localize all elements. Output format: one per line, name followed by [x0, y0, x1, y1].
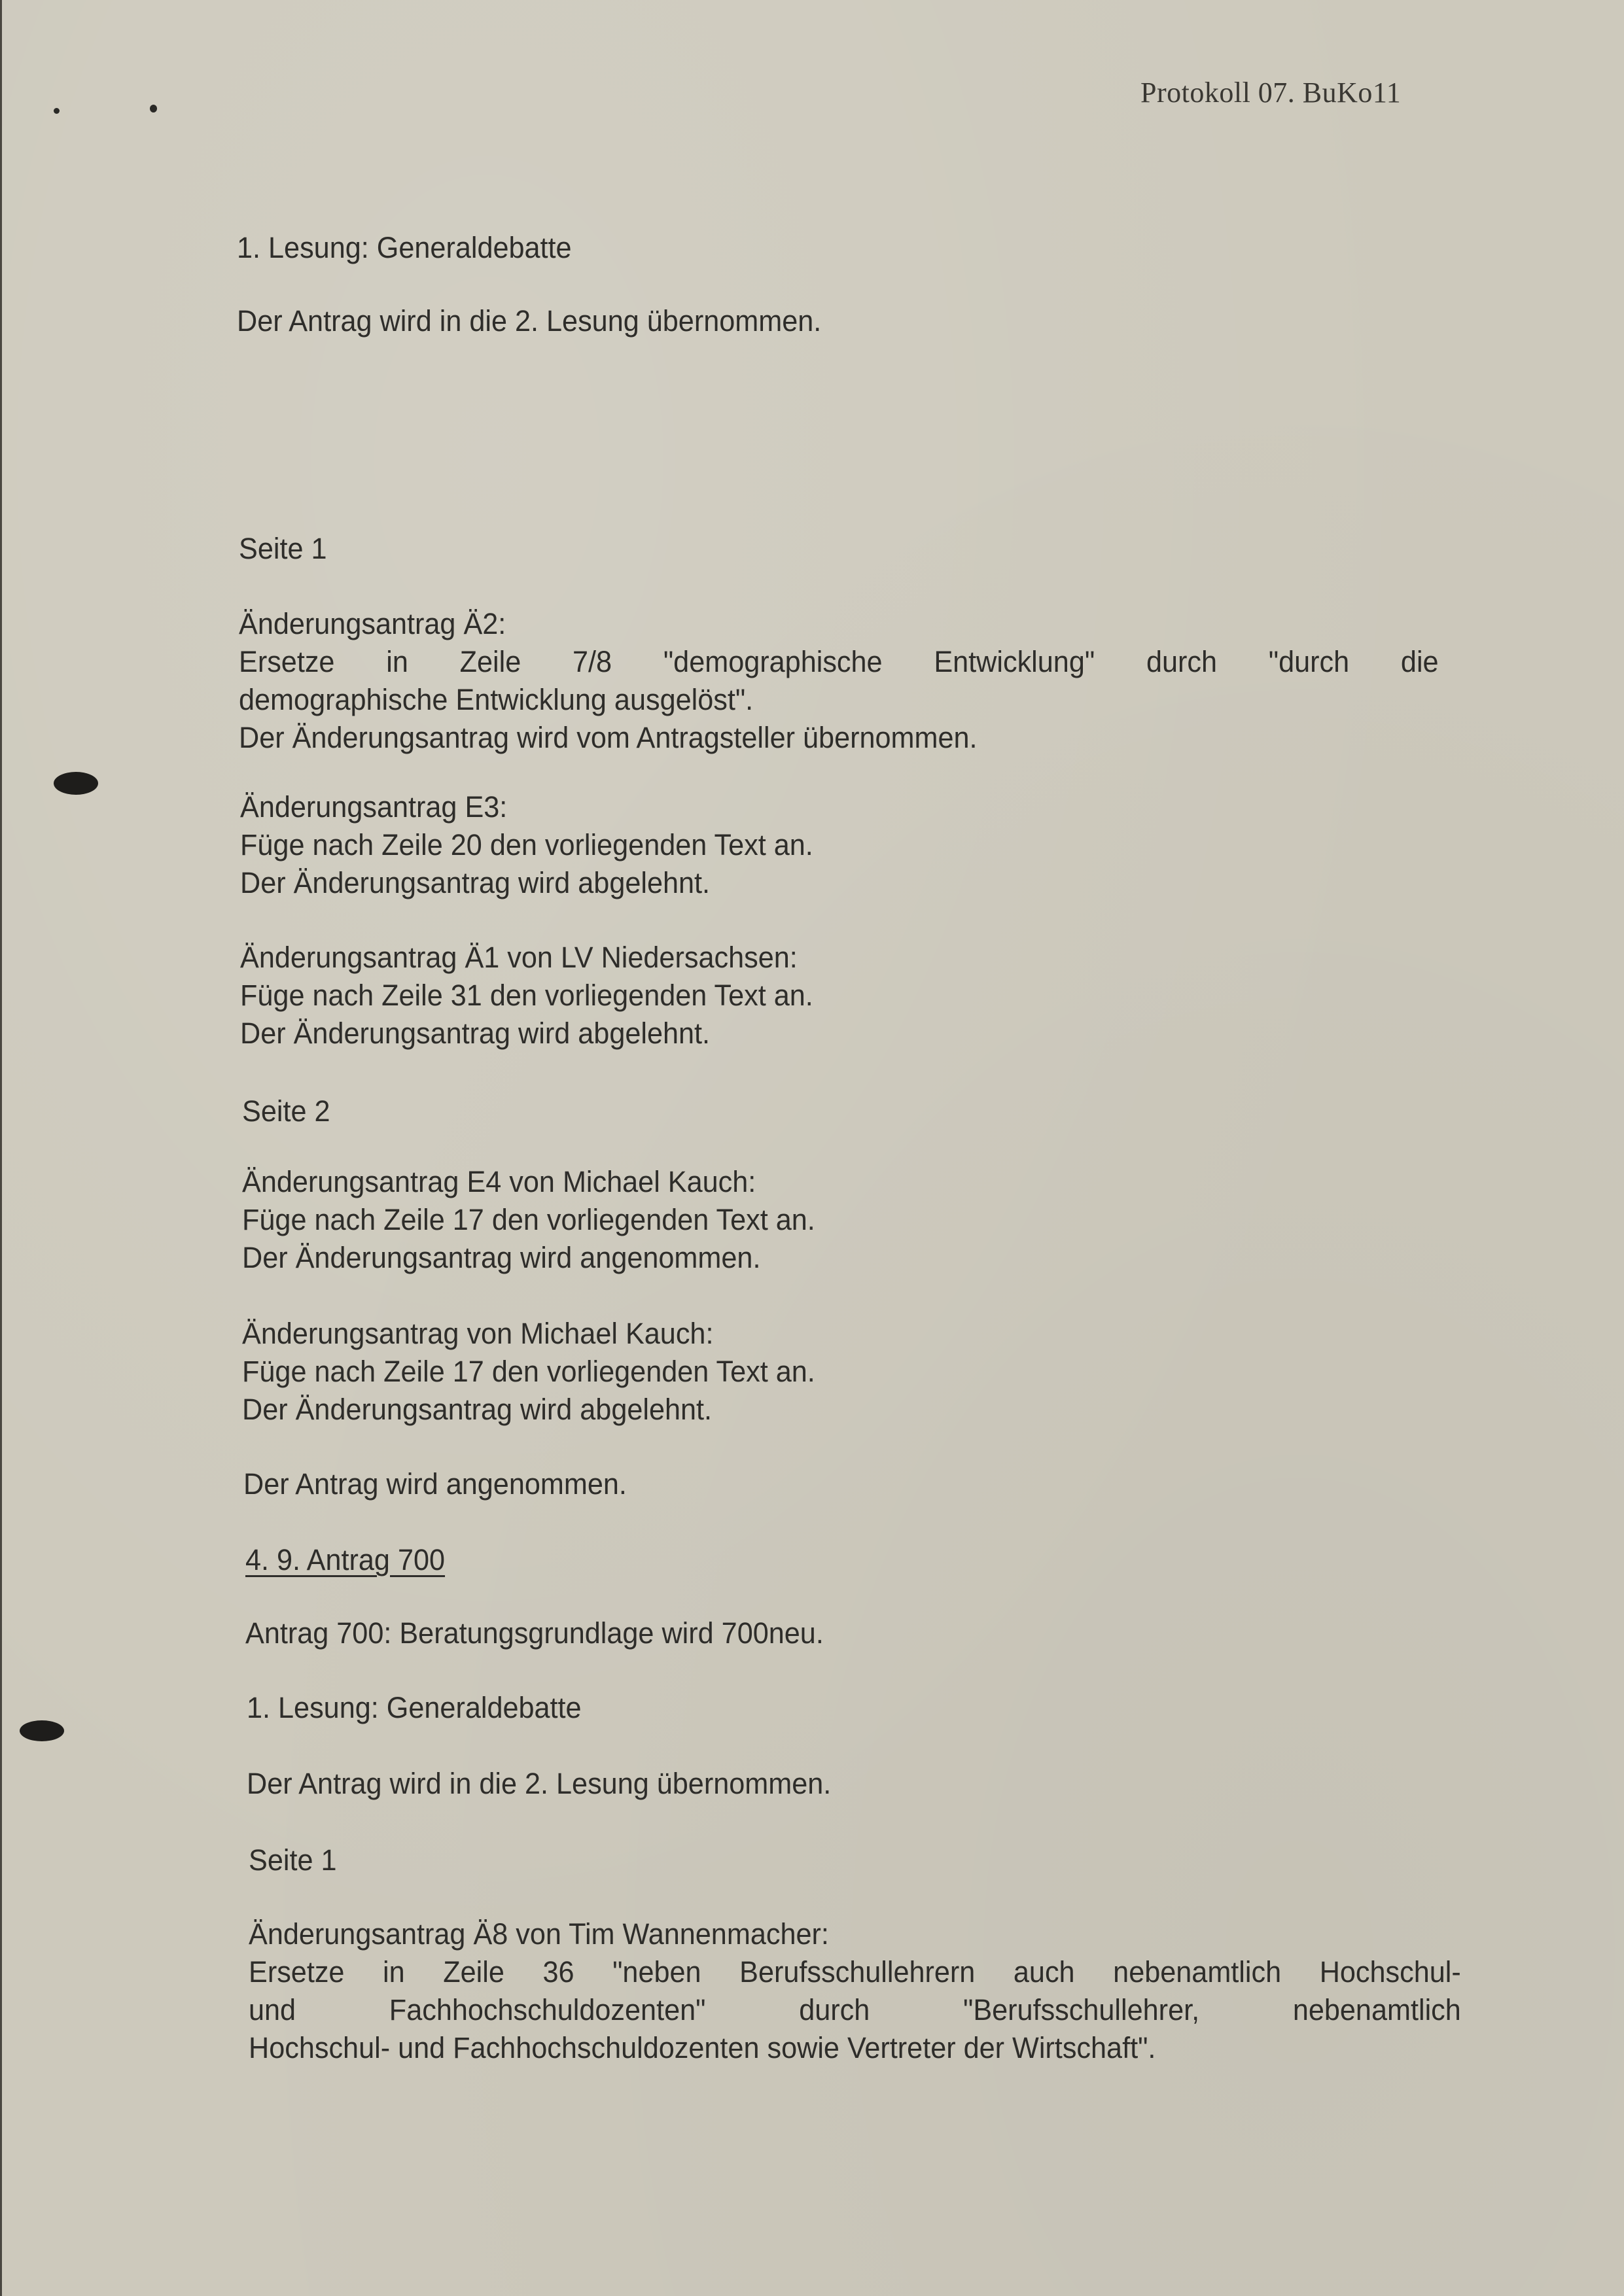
amendment-text-line: Füge nach Zeile 31 den vorliegenden Text an.	[240, 979, 813, 1012]
punch-hole	[20, 1720, 64, 1741]
amendment-result: Der Änderungsantrag wird vom Antragsteller übernommen.	[239, 721, 978, 754]
page-label-1	[239, 530, 327, 568]
page-label-antrag-700	[249, 1841, 337, 1879]
amendment-kauch	[242, 1315, 815, 1429]
amendment-title: Änderungsantrag Ä1 von LV Niedersachsen:	[240, 941, 798, 974]
amendment-e4	[242, 1163, 815, 1277]
antrag-700-basis	[245, 1614, 824, 1652]
page-label-text: Seite 2	[242, 1094, 330, 1128]
amendment-e3	[240, 788, 813, 902]
antrag-700-reading	[247, 1689, 582, 1727]
reading-result-text: Der Antrag wird in die 2. Lesung übernommen.	[247, 1767, 832, 1800]
reading-heading	[237, 229, 572, 267]
section-heading-antrag-700	[245, 1541, 445, 1579]
document-header: Protokoll 07. BuKo11	[1140, 77, 1402, 109]
paper-speck	[150, 105, 157, 113]
amendment-text-line: Ersetze in Zeile 36 "neben Berufsschullehrern auch nebenamtlich Hochschul-	[249, 1955, 1461, 1989]
amendment-title: Änderungsantrag E3:	[240, 790, 508, 824]
amendment-title: Änderungsantrag von Michael Kauch:	[242, 1317, 714, 1350]
amendment-text-line: Hochschul- und Fachhochschuldozenten sowie Vertreter der Wirtschaft".	[249, 2031, 1156, 2064]
reading-heading-text: 1. Lesung: Generaldebatte	[237, 231, 572, 264]
amendment-text-line: Füge nach Zeile 17 den vorliegenden Text an.	[242, 1355, 815, 1388]
amendment-text-line: Ersetze in Zeile 7/8 "demographische Entwicklung" durch "durch die	[239, 645, 1439, 678]
amendment-title: Änderungsantrag Ä2:	[239, 607, 506, 640]
amendment-result: Der Änderungsantrag wird abgelehnt.	[242, 1393, 713, 1426]
reading-heading-text: 1. Lesung: Generaldebatte	[247, 1691, 582, 1724]
antrag-700-reading-result	[247, 1765, 831, 1803]
amendment-result: Der Änderungsantrag wird abgelehnt.	[240, 866, 711, 899]
amendment-result: Der Änderungsantrag wird abgelehnt.	[240, 1017, 711, 1050]
amendment-a8	[249, 1915, 1461, 2067]
amendment-a2	[239, 605, 1439, 757]
reading-result	[237, 302, 821, 340]
basis-text: Antrag 700: Beratungsgrundlage wird 700neu.	[245, 1616, 824, 1650]
page-label-text: Seite 1	[249, 1843, 337, 1877]
section-heading-text: 4. 9. Antrag 700	[245, 1543, 446, 1576]
motion-result	[243, 1465, 627, 1503]
amendment-text-line: Füge nach Zeile 20 den vorliegenden Text an.	[240, 828, 813, 861]
reading-result-text: Der Antrag wird in die 2. Lesung übernommen.	[237, 304, 822, 338]
amendment-result: Der Änderungsantrag wird angenommen.	[242, 1241, 761, 1274]
amendment-title: Änderungsantrag Ä8 von Tim Wannenmacher:	[249, 1917, 829, 1951]
paper-speck	[54, 108, 60, 114]
amendment-a1	[240, 939, 813, 1052]
amendment-text-line: demographische Entwicklung ausgelöst".	[239, 683, 754, 716]
page-label-text: Seite 1	[239, 532, 327, 565]
page-label-2	[242, 1092, 330, 1130]
amendment-text-line: Füge nach Zeile 17 den vorliegenden Text an.	[242, 1203, 815, 1236]
punch-hole	[54, 772, 98, 795]
motion-result-text: Der Antrag wird angenommen.	[243, 1467, 627, 1501]
page-left-edge	[0, 0, 2, 2296]
amendment-title: Änderungsantrag E4 von Michael Kauch:	[242, 1165, 756, 1198]
amendment-text-line: und Fachhochschuldozenten" durch "Berufsschullehrer, nebenamtlich	[249, 1993, 1461, 2026]
